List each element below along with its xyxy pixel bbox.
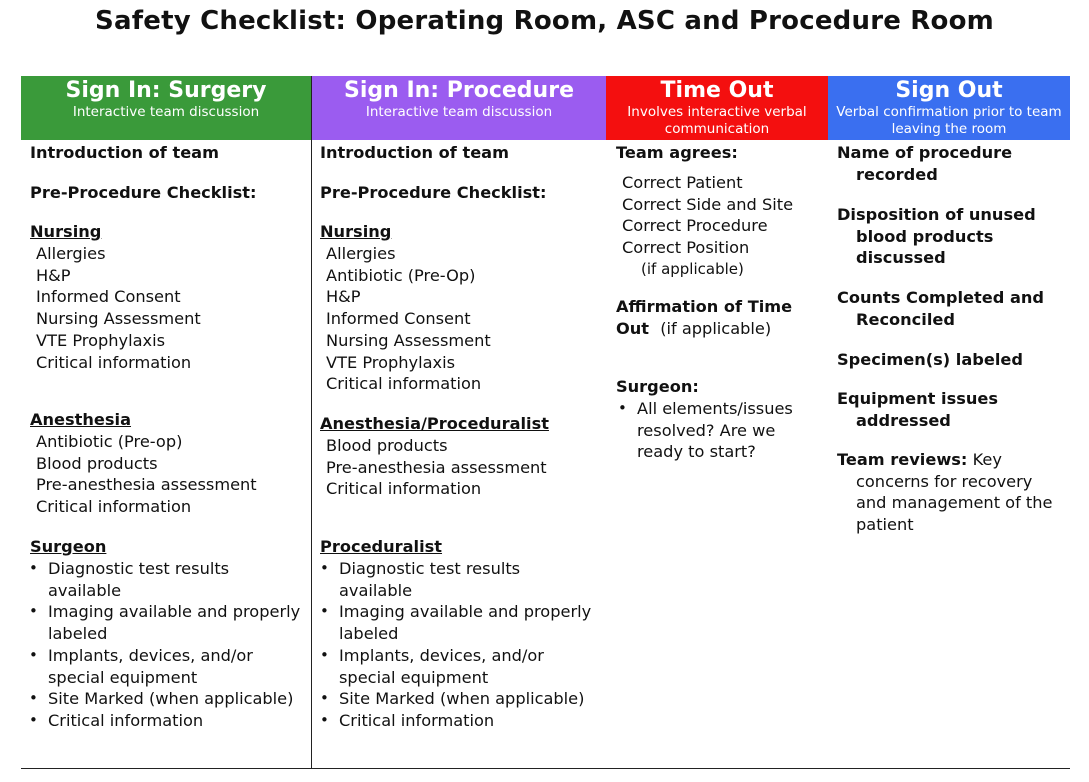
column-body bbox=[606, 140, 828, 768]
team-reviews-text: Key concerns for recovery and management of the patient bbox=[856, 450, 1053, 535]
team-reviews-label: Team reviews: bbox=[837, 450, 968, 469]
list-item: Blood products bbox=[326, 436, 448, 455]
list-item: VTE Prophylaxis bbox=[326, 352, 456, 372]
nursing-heading: Nursing bbox=[320, 222, 392, 241]
list-item: Critical information bbox=[36, 497, 192, 517]
affirmation-note: (if applicable) bbox=[660, 318, 772, 338]
list-item: Nursing Assessment bbox=[36, 309, 201, 329]
list-item: Correct Procedure bbox=[622, 216, 768, 236]
list-item: • Implants, devices, and/or special equipment bbox=[27, 645, 303, 688]
list-item: • Imaging available and properly labeled bbox=[318, 601, 596, 644]
nursing-list bbox=[320, 243, 606, 395]
header-time-out bbox=[606, 76, 828, 140]
column-body bbox=[828, 140, 1070, 768]
checklist-table bbox=[21, 76, 1070, 769]
list-item: Allergies bbox=[36, 244, 106, 263]
anesthesia-list bbox=[320, 435, 606, 500]
team-reviews bbox=[837, 449, 1064, 536]
intro-team: Introduction of team bbox=[320, 143, 509, 162]
team-agrees: Team agrees: bbox=[616, 143, 738, 162]
header-title: Sign In: Procedure bbox=[344, 78, 574, 103]
column-body bbox=[312, 140, 606, 768]
header-title: Time Out bbox=[660, 78, 774, 103]
sign-out-item: Specimen(s) labeled bbox=[837, 350, 1023, 369]
list-item: Critical information bbox=[326, 479, 482, 499]
sign-out-item: Counts Completed and Reconciled bbox=[837, 288, 1045, 329]
nursing-heading: Nursing bbox=[30, 222, 102, 241]
list-item: Correct Side and Site bbox=[622, 194, 794, 214]
column-sign-out bbox=[828, 76, 1070, 768]
list-item: Allergies bbox=[326, 244, 396, 263]
list-item: Critical information bbox=[36, 352, 192, 372]
pre-procedure-checklist: Pre-Procedure Checklist: bbox=[320, 183, 547, 202]
column-sign-in-procedure bbox=[311, 76, 606, 768]
header-subtitle: Interactive team discussion bbox=[365, 104, 553, 120]
sign-out-item: Equipment issues addressed bbox=[837, 389, 999, 430]
list-item: Correct Patient bbox=[622, 173, 743, 192]
proceduralist-list bbox=[318, 558, 596, 732]
list-item: Pre-anesthesia assessment bbox=[36, 475, 257, 495]
surgeon-list bbox=[27, 558, 303, 732]
header-subtitle: Involves interactive verbal communication bbox=[627, 104, 807, 137]
list-item: H&P bbox=[326, 287, 361, 307]
pre-procedure-checklist: Pre-Procedure Checklist: bbox=[30, 183, 257, 202]
column-sign-in-surgery bbox=[21, 76, 311, 768]
column-body bbox=[21, 140, 311, 768]
header-title: Sign In: Surgery bbox=[65, 78, 267, 103]
list-item: • Diagnostic test results available bbox=[27, 558, 303, 601]
header-title: Sign Out bbox=[895, 78, 1003, 103]
list-item: Correct Position bbox=[622, 238, 750, 258]
header-subtitle: Interactive team discussion bbox=[72, 104, 260, 120]
header-subtitle: Verbal confirmation prior to team leaving the room bbox=[836, 104, 1062, 137]
anesthesia-heading: Anesthesia bbox=[30, 410, 132, 429]
sign-out-item: Name of procedure recorded bbox=[837, 143, 1013, 184]
header-sign-out bbox=[828, 76, 1070, 140]
list-item: • Critical information bbox=[318, 710, 596, 732]
list-item: • Diagnostic test results available bbox=[318, 558, 596, 601]
header-sign-in-surgery bbox=[21, 76, 311, 140]
list-item: • Critical information bbox=[27, 710, 303, 732]
list-item: • Site Marked (when applicable) bbox=[27, 688, 303, 710]
list-item: • Site Marked (when applicable) bbox=[318, 688, 596, 710]
list-item: Antibiotic (Pre-op) bbox=[36, 432, 183, 451]
list-item: • Implants, devices, and/or special equipment bbox=[318, 645, 596, 688]
surgeon-list bbox=[616, 398, 818, 463]
if-applicable-note: (if applicable) bbox=[641, 259, 744, 278]
list-item: Informed Consent bbox=[326, 309, 471, 329]
nursing-list bbox=[30, 243, 311, 373]
list-item: VTE Prophylaxis bbox=[36, 330, 166, 350]
surgeon-heading: Surgeon: bbox=[616, 377, 699, 396]
list-item: Pre-anesthesia assessment bbox=[326, 457, 547, 477]
list-item: • All elements/issues resolved? Are we ready to start? bbox=[616, 398, 818, 463]
affirmation-block bbox=[616, 296, 822, 339]
list-item: Critical information bbox=[326, 374, 482, 394]
list-item: Informed Consent bbox=[36, 287, 181, 307]
affirmation-label: Affirmation of Time Out bbox=[616, 297, 793, 338]
header-sign-in-procedure bbox=[312, 76, 606, 140]
list-item: Nursing Assessment bbox=[326, 330, 491, 350]
page-title: Safety Checklist: Operating Room, ASC and Procedure Room bbox=[95, 6, 994, 36]
proceduralist-heading: Proceduralist bbox=[320, 537, 443, 556]
list-item: • Imaging available and properly labeled bbox=[27, 601, 303, 644]
agree-list bbox=[622, 172, 828, 281]
anesthesia-proceduralist-heading: Anesthesia/Proceduralist bbox=[320, 414, 549, 433]
list-item: Blood products bbox=[36, 453, 158, 473]
intro-team: Introduction of team bbox=[30, 143, 219, 162]
column-time-out bbox=[606, 76, 828, 768]
list-item: H&P bbox=[36, 265, 71, 285]
anesthesia-list bbox=[30, 431, 311, 518]
sign-out-item: Disposition of unused blood products discussed bbox=[837, 205, 1036, 268]
list-item: Antibiotic (Pre-Op) bbox=[326, 265, 476, 285]
surgeon-heading: Surgeon bbox=[30, 537, 107, 556]
